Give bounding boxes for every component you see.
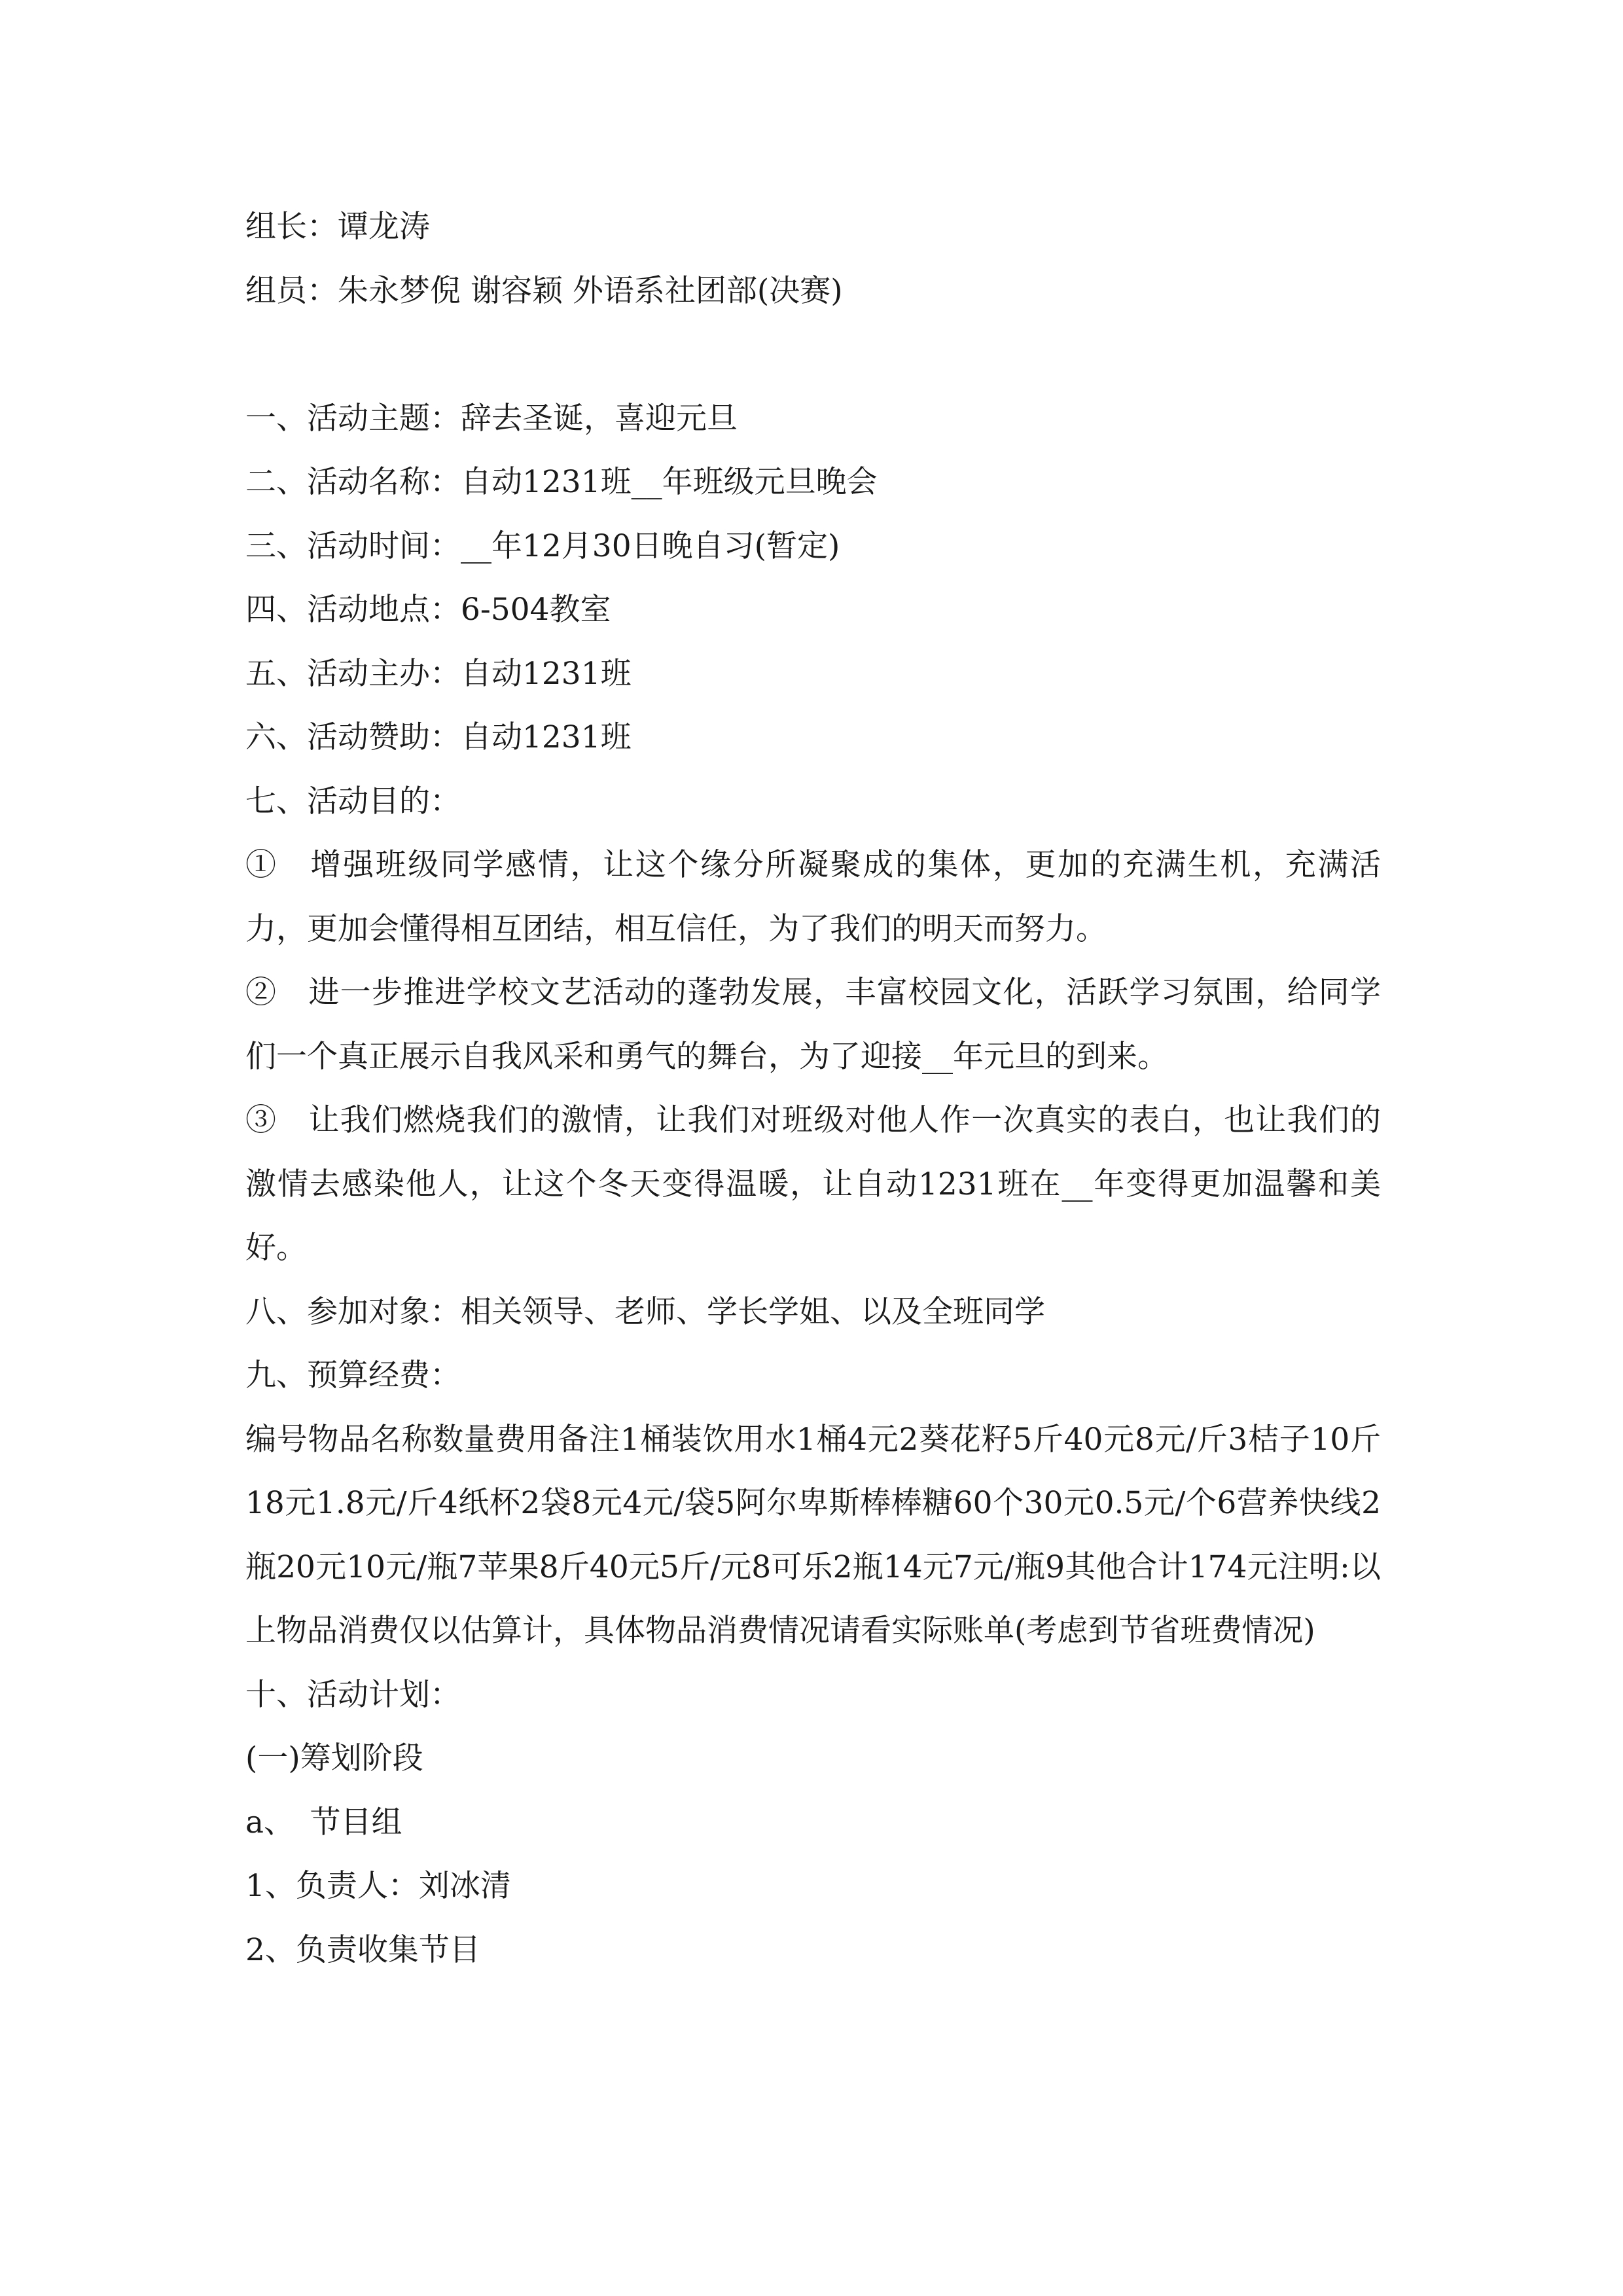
budget-details: 编号物品名称数量费用备注1桶装饮用水1桶4元2葵花籽5斤40元8元/斤3桔子10斤18元1.8元/斤4纸杯2袋8元4元/袋5阿尔卑斯棒棒糖60个30元0.5元/个6营养快线2瓶20元10元/瓶7苹果8斤40元5斤/元8可乐2瓶14元7元/瓶9其他合计174元注明:以上物品消费仅以估算计，具体物品消费情况请看实际账单(考虑到节省班费情况) xyxy=(245,1421,1381,1649)
plan-stage: (一)筹划阶段 xyxy=(245,1740,423,1776)
program-leader: 1、负责人：刘冰清 xyxy=(245,1868,511,1904)
activity-time: 三、活动时间：__年12月30日晚自习(暂定) xyxy=(245,528,840,564)
budget-heading: 九、预算经费： xyxy=(245,1357,461,1393)
activity-name: 二、活动名称：自动1231班__年班级元旦晚会 xyxy=(245,464,878,500)
group-members: 组员：朱永梦倪 谢容颖 外语系社团部(决赛) xyxy=(245,272,843,309)
activity-sponsor: 六、活动赞助：自动1231班 xyxy=(245,719,632,755)
activity-host: 五、活动主办：自动1231班 xyxy=(245,655,632,692)
purpose-paragraph-3: ③ 让我们燃烧我们的激情，让我们对班级对他人作一次真实的表白，也让我们的激情去感染他人，让这个冬天变得温暖，让自动1231班在__年变得更加温馨和美好。 xyxy=(245,1102,1381,1266)
blank-line xyxy=(245,323,1381,387)
purpose-paragraph-1: ① 增强班级同学感情，让这个缘分所凝聚成的集体，更加的充满生机，充满活力，更加会懂得相互团结，相互信任，为了我们的明天而努力。 xyxy=(245,847,1381,947)
participants: 八、参加对象：相关领导、老师、学长学姐、以及全班同学 xyxy=(245,1293,1045,1330)
purpose-paragraph-2: ② 进一步推进学校文艺活动的蓬勃发展，丰富校园文化，活跃学习氛围，给同学们一个真正展示自我风采和勇气的舞台，为了迎接__年元旦的到来。 xyxy=(245,975,1381,1075)
activity-place: 四、活动地点：6-504教室 xyxy=(245,592,611,628)
activity-theme: 一、活动主题：辞去圣诞，喜迎元旦 xyxy=(245,400,738,437)
program-group: a、 节目组 xyxy=(245,1804,402,1840)
program-task: 2、负责收集节目 xyxy=(245,1931,480,1968)
activity-purpose-heading: 七、活动目的： xyxy=(245,783,461,819)
group-leader: 组长：谭龙涛 xyxy=(245,209,430,245)
document-body xyxy=(245,195,1381,1982)
plan-heading: 十、活动计划： xyxy=(245,1676,461,1713)
